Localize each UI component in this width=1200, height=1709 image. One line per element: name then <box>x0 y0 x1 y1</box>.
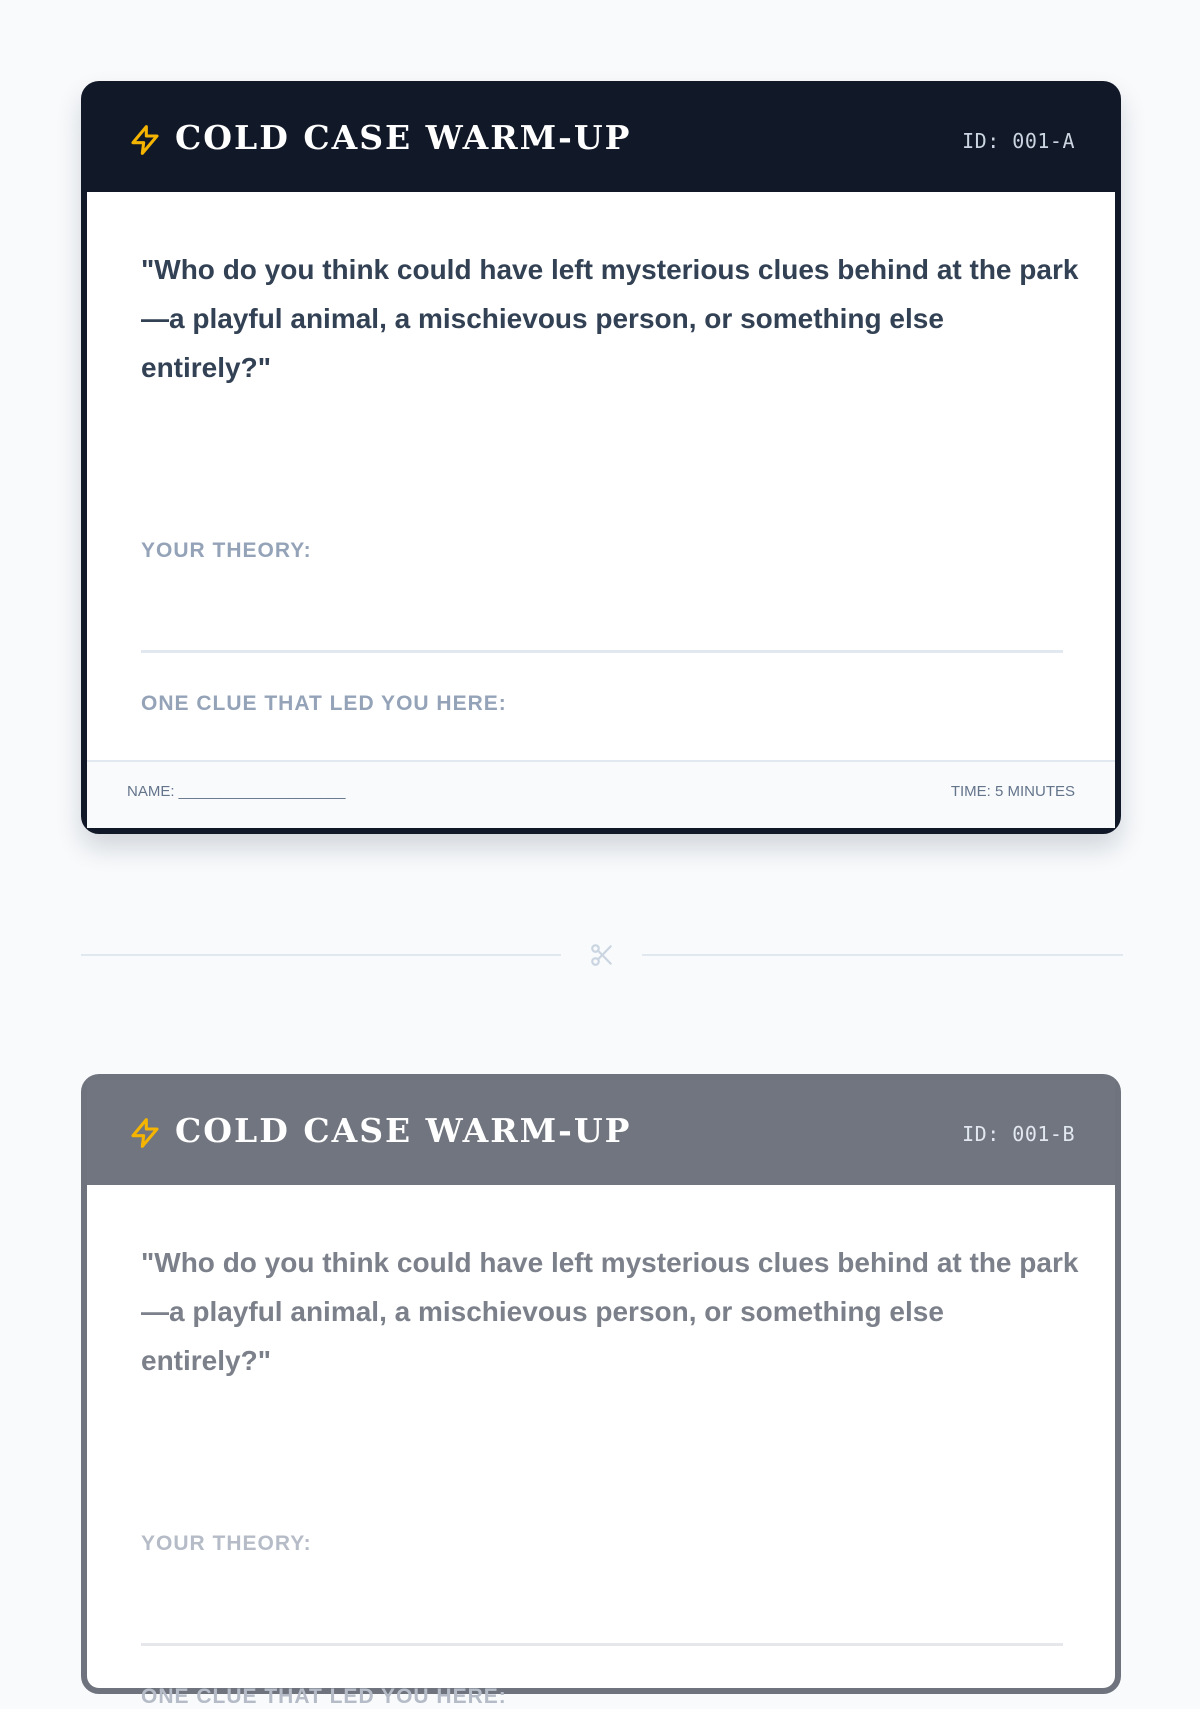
case-id: ID: 001-A <box>962 129 1075 153</box>
card-footer <box>87 760 1115 828</box>
clue-label: ONE CLUE THAT LED YOU HERE: <box>141 1685 507 1708</box>
name-field[interactable]: NAME: ____________________ <box>127 783 346 800</box>
theory-label: YOUR THEORY: <box>141 539 312 562</box>
warm-up-card-b <box>81 1074 1121 1708</box>
warm-up-card-a <box>81 81 1121 834</box>
clue-label: ONE CLUE THAT LED YOU HERE: <box>141 692 507 715</box>
card-title: COLD CASE WARM-UP <box>175 1111 632 1150</box>
warm-up-question: "Who do you think could have left mysterious clues behind at the park—a playful animal, a mischievous person, or something else entirely?" <box>141 1247 1079 1376</box>
lightning-bolt-icon <box>129 1116 161 1150</box>
time-limit: TIME: 5 MINUTES <box>950 783 1075 800</box>
lightning-bolt-icon <box>129 123 161 157</box>
cut-line-right <box>642 954 1123 956</box>
card-header <box>87 1080 1115 1185</box>
case-id: ID: 001-B <box>962 1122 1075 1146</box>
warm-up-question: "Who do you think could have left mysterious clues behind at the park—a playful animal, a mischievous person, or something else entirely?" <box>141 254 1079 383</box>
scissors-icon <box>589 942 615 968</box>
theory-answer-line[interactable] <box>141 1643 1063 1646</box>
theory-answer-line[interactable] <box>141 650 1063 653</box>
cut-line-left <box>81 954 561 956</box>
theory-label: YOUR THEORY: <box>141 1532 312 1555</box>
card-header <box>87 87 1115 192</box>
card-title: COLD CASE WARM-UP <box>175 118 632 157</box>
